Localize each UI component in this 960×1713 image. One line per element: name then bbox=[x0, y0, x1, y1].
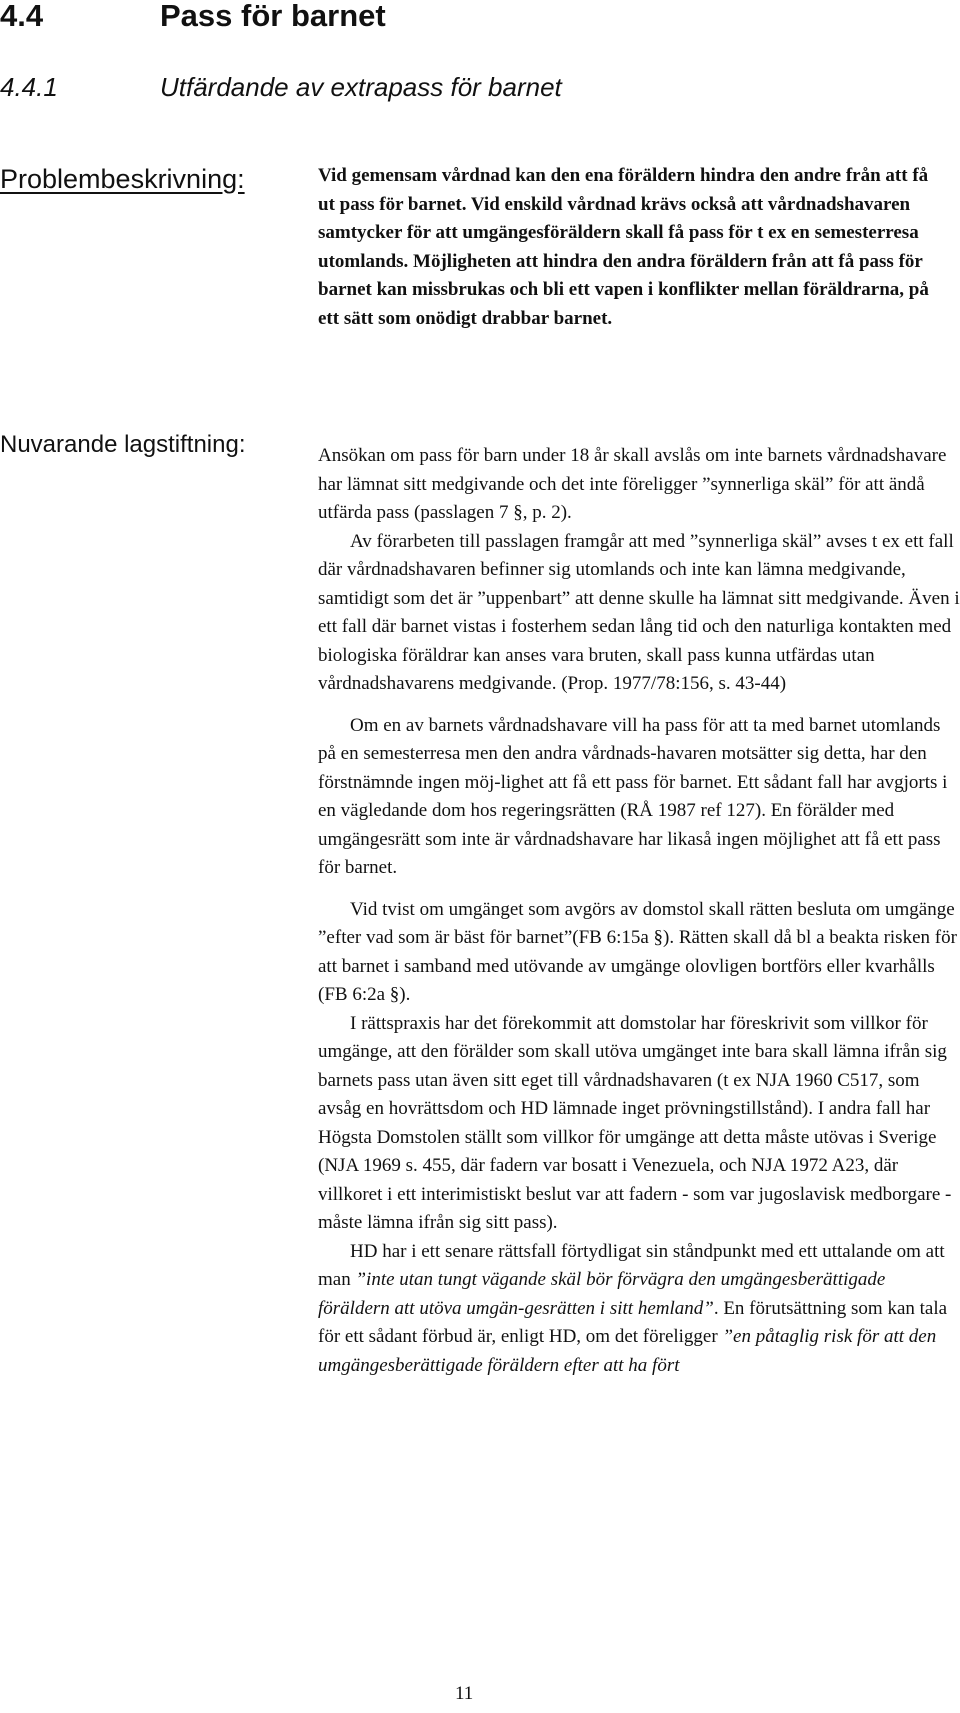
paragraph-1: Ansökan om pass för barn under 18 år skall avslås om inte barnets vårdnadshavare har lämnat sitt medgivande och det inte föreligger ”synnerliga skäl” för att ändå utfärda pass (passlagen 7 §, p. 2). bbox=[318, 445, 947, 523]
paragraph-6-quote-2: ”en påtaglig risk för att den umgängesberättigade föräldern efter att ha fört bbox=[318, 1326, 937, 1376]
problem-label: Problembeskrivning: bbox=[0, 164, 245, 194]
paragraph-6-start: HD har i ett senare rättsfall förtydligat sin ståndpunkt med ett uttalande om att man bbox=[318, 1240, 945, 1290]
paragraph-3: Om en av barnets vårdnadshavare vill ha pass för att ta med barnet utomlands på en semesterresa men den andra vårdnads-havaren motsätter sig detta, har den förstnämnde ingen möj-lighet att få ett pass för barnet. Ett sådant fall har avgjorts i en vägledande dom hos regeringsrätten (RÅ 1987 ref 127). En förälder med umgängesrätt som inte är vårdnadshavare har likaså ingen möjlighet att få ett pass för barnet. bbox=[318, 714, 948, 878]
paragraph-2: Av förarbeten till passlagen framgår att med ”synnerliga skäl” avses t ex ett fall där vårdnadshavaren befinner sig utomlands och inte kan lämna medgivande, samtidigt som det är ”uppenbart” att denne skulle ha lämnat sitt medgivande. Även i ett fall där barnet vistas i fosterhem sedan lång tid och den naturliga kontakten med biologiska föräldrar kan anses vara bruten, skall pass kunna utfärdas utan vårdnadshavarens medgivande. (Prop. 1977/78:156, s. 43-44) bbox=[318, 530, 960, 694]
page-number: 11 bbox=[455, 1683, 474, 1704]
problem-description: Vid gemensam vårdnad kan den ena föräldern hindra den andre från att få ut pass för barnet. Vid enskild vårdnad krävs också att vårdnadshavaren samtycker för att umgängesföräldern skall få pass för t ex en semesterresa utomlands. Möjligheten att hindra den andra föräldern från att få pass för barnet kan missbrukas och bli ett vapen i konflikter mellan föräldrarna, på ett sätt som onödigt drabbar barnet. bbox=[318, 165, 929, 329]
paragraph-4: Vid tvist om umgänget som avgörs av domstol skall rätten besluta om umgänge ”efter vad som är bäst för barnet”(FB 6:15a §). Rätten skall då bl a beakta risken för att barnet i samband med utövande av umgänge olovligen bortförs eller kvarhålls (FB 6:2a §). bbox=[318, 898, 957, 1005]
paragraph-5: I rättspraxis har det förekommit att domstolar har föreskrivit som villkor för umgänge, att den förälder som skall utöva umgänget inte bara skall lämna ifrån sig barnets pass utan även sitt eget till vårdnadshavaren (t ex NJA 1960 C517, som avsåg en hovrättsdom och HD lämnade inget prövningstillstånd). I andra fall har Högsta Domstolen ställt som villkor för umgänge att detta måste utövas i Sverige (NJA 1969 s. 455, där fadern var bosatt i Venezuela, och NJA 1972 A23, där villkoret i ett interimistiskt beslut var att fadern - som var jugoslavisk medborgare - måste lämna ifrån sig sitt pass). bbox=[318, 1012, 952, 1233]
paragraph-6 bbox=[318, 1238, 960, 1381]
current-legislation-label: Nuvarande lagstiftning: bbox=[0, 431, 246, 458]
current-legislation-text bbox=[318, 442, 960, 1380]
section-heading bbox=[0, 0, 386, 34]
paragraph-6-middle: . En förutsättning som kan tala för ett sådant förbud är, enligt HD, om det föreligger bbox=[318, 1297, 948, 1347]
subsection-title: Utfärdande av extrapass för barnet bbox=[160, 72, 562, 102]
subsection-heading bbox=[0, 72, 562, 103]
section-title: Pass för barnet bbox=[160, 0, 386, 33]
section-number: 4.4 bbox=[0, 0, 44, 33]
paragraph-6-quote-1: ”inte utan tungt vägande skäl bör förvägra den umgängesberättigade föräldern att utöva umgän-gesrätten i sitt hemland” bbox=[318, 1269, 886, 1319]
subsection-number: 4.4.1 bbox=[0, 72, 58, 102]
